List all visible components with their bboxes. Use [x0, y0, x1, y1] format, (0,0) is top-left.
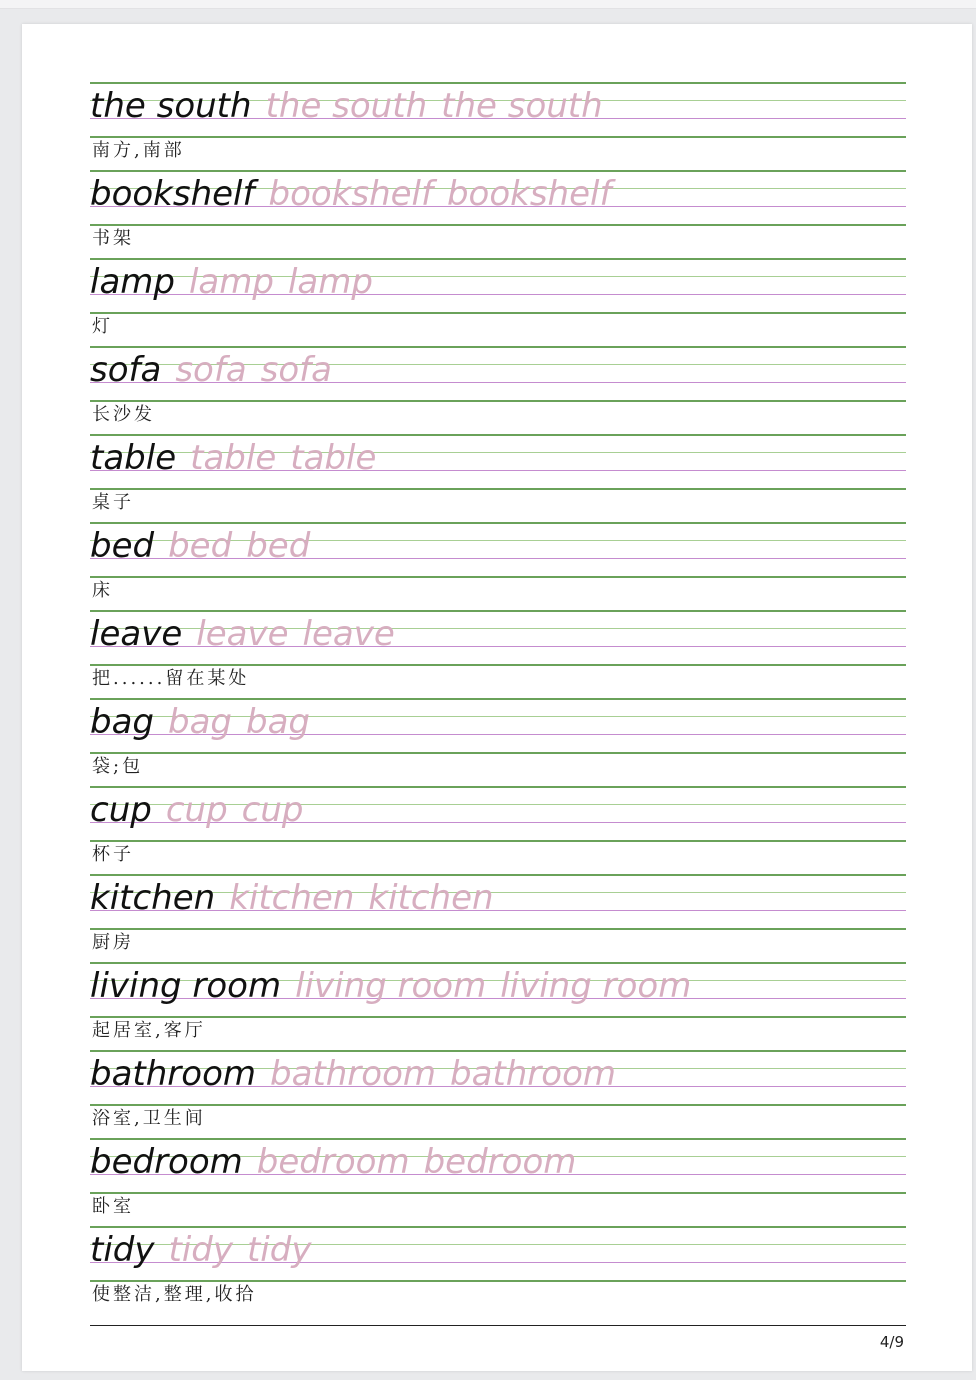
trace-word: lamp [287, 262, 373, 302]
trace-word: cup [241, 790, 304, 830]
word-row [90, 788, 303, 838]
word-row [90, 172, 611, 222]
vocab-entry [90, 1138, 906, 1226]
chinese-meaning: 卧室 [92, 1196, 134, 1217]
writing-guide-line [90, 1104, 906, 1106]
chinese-meaning: 袋;包 [92, 756, 144, 777]
trace-word: sofa [175, 350, 247, 390]
trace-word: kitchen [368, 878, 494, 918]
chinese-meaning: 把......留在某处 [92, 668, 250, 689]
chinese-meaning: 桌子 [92, 492, 134, 513]
vocab-entry [90, 698, 906, 786]
writing-guide-line [90, 312, 906, 314]
word-row [90, 84, 603, 134]
vocab-entry [90, 258, 906, 346]
vocab-word: sofa [90, 350, 162, 390]
page-number: 4/9 [879, 1333, 904, 1351]
word-row [90, 1052, 616, 1102]
trace-word: kitchen [229, 878, 355, 918]
trace-word: bookshelf [446, 174, 612, 214]
vocab-word: bag [90, 702, 154, 742]
vocab-entry [90, 610, 906, 698]
trace-word: living room [500, 966, 692, 1006]
word-row [90, 876, 494, 926]
trace-word: living room [295, 966, 487, 1006]
word-row [90, 260, 373, 310]
chinese-meaning: 浴室,卫生间 [92, 1108, 206, 1129]
chinese-meaning: 长沙发 [92, 404, 155, 425]
writing-guide-line [90, 928, 906, 930]
vocab-entry [90, 962, 906, 1050]
vocab-entry [90, 874, 906, 962]
trace-word: tidy [168, 1230, 233, 1270]
writing-guide-line [90, 1016, 906, 1018]
chinese-meaning: 厨房 [92, 932, 134, 953]
vocab-entry [90, 82, 906, 170]
chinese-meaning: 使整洁,整理,收拾 [92, 1284, 257, 1305]
trace-word: bathroom [270, 1054, 436, 1094]
vocab-word: cup [90, 790, 152, 830]
trace-word: bedroom [256, 1142, 410, 1182]
trace-word: leave [302, 614, 395, 654]
worksheet-page [22, 24, 972, 1371]
viewer-top-bar [0, 0, 976, 9]
vocab-word: leave [90, 614, 183, 654]
word-row [90, 964, 691, 1014]
vocab-word: bookshelf [90, 174, 255, 214]
chinese-meaning: 杯子 [92, 844, 134, 865]
word-row [90, 436, 376, 486]
trace-word: bathroom [450, 1054, 616, 1094]
vocab-word: kitchen [90, 878, 216, 918]
trace-word: table [290, 438, 377, 478]
word-row [90, 1228, 311, 1278]
word-row [90, 524, 310, 574]
word-row [90, 1140, 576, 1190]
vocab-entry [90, 434, 906, 522]
trace-word: table [190, 438, 277, 478]
vocab-entry [90, 1226, 906, 1314]
writing-guide-line [90, 488, 906, 490]
trace-word: bag [246, 702, 310, 742]
writing-guide-line [90, 1192, 906, 1194]
vocab-word: bedroom [90, 1142, 243, 1182]
chinese-meaning: 床 [92, 580, 113, 601]
vocab-entry [90, 170, 906, 258]
trace-word: bed [168, 526, 233, 566]
writing-guide-line [90, 576, 906, 578]
trace-word: bag [168, 702, 232, 742]
chinese-meaning: 书架 [92, 228, 134, 249]
trace-word: bed [246, 526, 311, 566]
writing-guide-line [90, 752, 906, 754]
trace-word: lamp [188, 262, 274, 302]
trace-word: sofa [260, 350, 332, 390]
trace-word: cup [165, 790, 228, 830]
writing-guide-line [90, 136, 906, 138]
writing-guide-line [90, 224, 906, 226]
chinese-meaning: 起居室,客厅 [92, 1020, 206, 1041]
vocab-entry [90, 346, 906, 434]
vocab-entry [90, 1050, 906, 1138]
writing-guide-line [90, 400, 906, 402]
vocab-word: table [90, 438, 177, 478]
trace-word: bedroom [423, 1142, 577, 1182]
writing-guide-line [90, 840, 906, 842]
vocab-word: the south [90, 86, 252, 126]
word-row [90, 348, 332, 398]
trace-word: leave [196, 614, 289, 654]
vocab-word: lamp [90, 262, 175, 302]
word-row [90, 612, 395, 662]
vocab-word: bed [90, 526, 155, 566]
footer-divider [90, 1325, 906, 1326]
vocab-entry [90, 786, 906, 874]
vocab-entry [90, 522, 906, 610]
chinese-meaning: 南方,南部 [92, 140, 185, 161]
chinese-meaning: 灯 [92, 316, 113, 337]
vocab-word: tidy [90, 1230, 155, 1270]
trace-word: the south [265, 86, 428, 126]
word-row [90, 700, 310, 750]
trace-word: the south [441, 86, 603, 126]
trace-word: tidy [246, 1230, 312, 1270]
trace-word: bookshelf [268, 174, 433, 214]
vocab-word: bathroom [90, 1054, 256, 1094]
vocab-word: living room [90, 966, 282, 1006]
